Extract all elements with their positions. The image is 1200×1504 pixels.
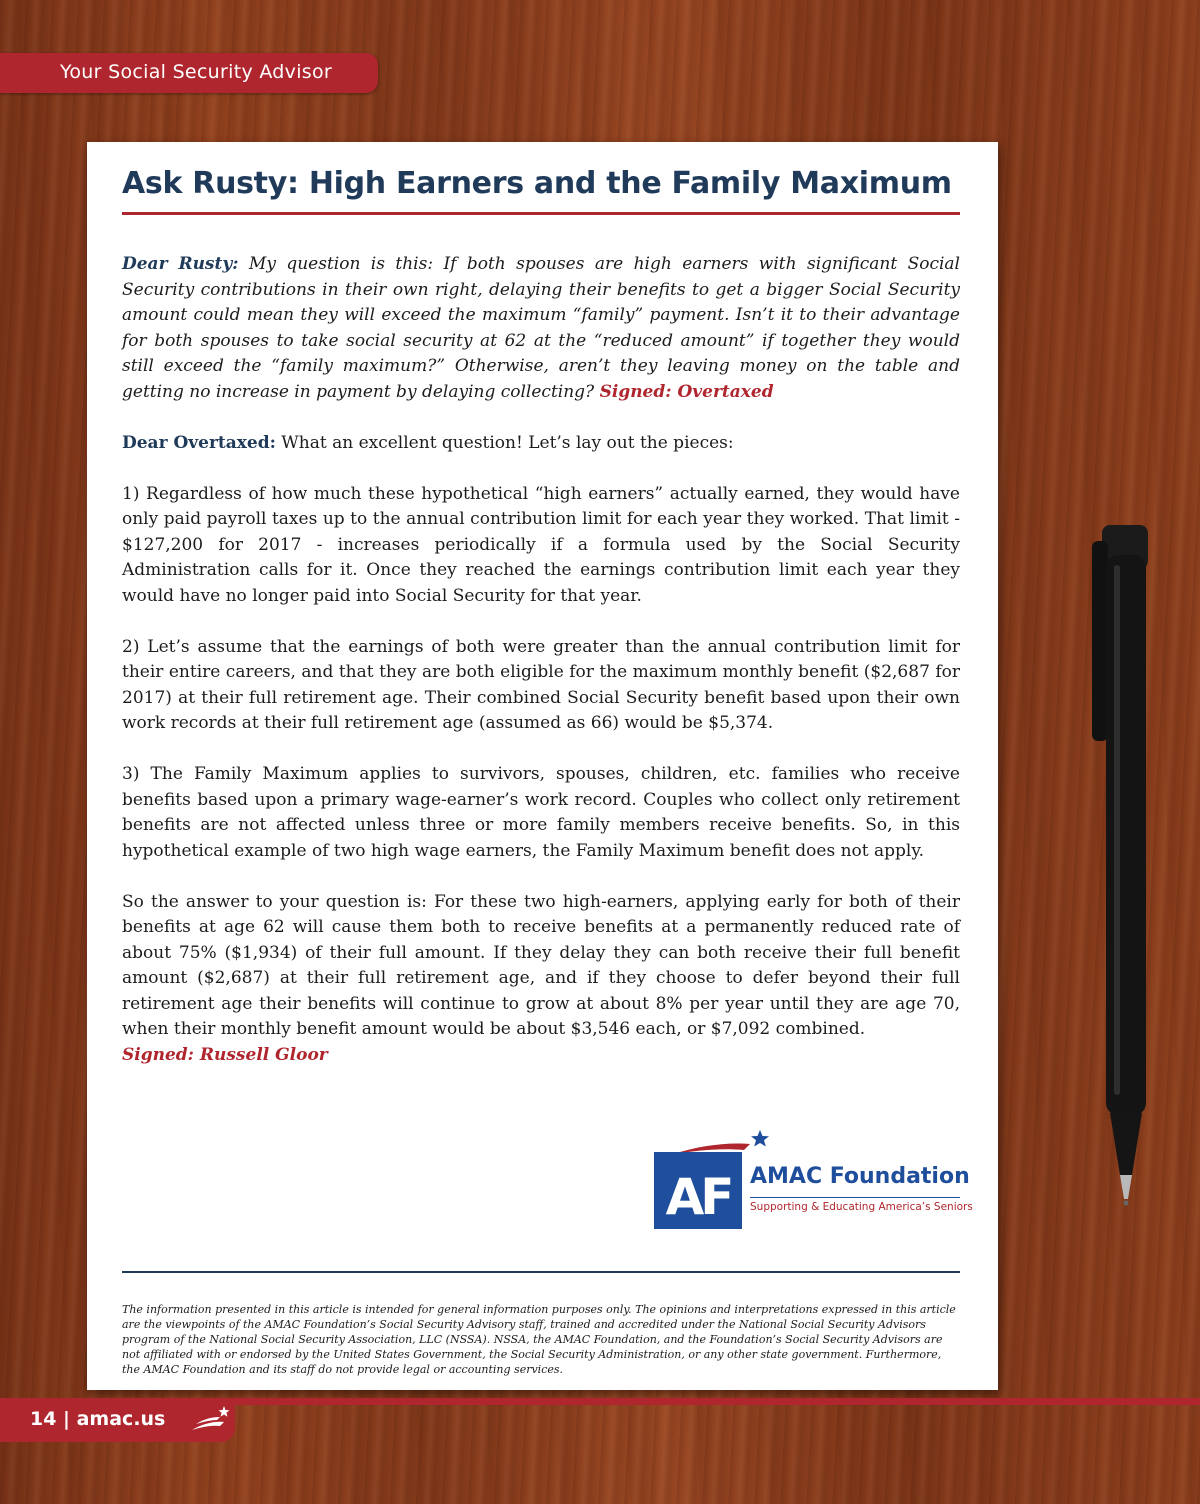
logo-monogram-box <box>654 1152 742 1229</box>
title-divider <box>122 212 960 215</box>
question-lead: Dear Rusty: <box>122 254 239 274</box>
disclaimer-divider <box>122 1271 960 1273</box>
logo-name: AMAC Foundation <box>750 1164 970 1189</box>
answer-lead: Dear Overtaxed: <box>122 432 276 453</box>
question-signature: Signed: Overtaxed <box>599 381 774 402</box>
question-paragraph <box>122 252 960 405</box>
answer-intro-text: What an excellent question! Let’s lay out the pieces: <box>275 432 734 453</box>
page-number-site: 14 | amac.us <box>30 1408 166 1430</box>
conclusion-text: So the answer to your question is: For these two high-earners, applying early for both of their benefits at age 62 will cause them both to receive benefits at a permanently reduced rate of about 75% ($1,934) of their full amount. If they delay they can both receive their full benefit amount ($2,687) at their full retirement age, and if they choose to defer beyond their full retirement age their benefits will continue to grow at about 8% per year until they are age 70, when their monthly benefit amount would be about $3,546 each, or $7,092 combined. <box>122 891 960 1039</box>
pen-icon <box>1080 515 1170 1215</box>
section-banner <box>0 53 378 93</box>
point-3: 3) The Family Maximum applies to survivors, spouses, children, etc. families who receive benefits based upon a primary wage-earner’s work record. Couples who collect only retirement benefits are not affected unless three or more family members receive benefits. So, in this hypothetical example of two high wage earners, the Family Maximum benefit does not apply. <box>122 764 960 861</box>
article-page <box>87 142 998 1390</box>
logo-tagline: Supporting & Educating America’s Seniors <box>750 1201 973 1213</box>
article-body <box>122 252 960 1094</box>
amac-foundation-logo <box>654 1146 973 1226</box>
article-title: Ask Rusty: High Earners and the Family Maximum <box>122 166 952 201</box>
star-swoosh-icon <box>190 1404 230 1434</box>
answer-intro <box>122 431 960 457</box>
logo-divider <box>750 1197 960 1198</box>
logo-monogram: AF <box>665 1168 731 1226</box>
question-text: My question is this: If both spouses are high earners with significant Social Security contributions in their own right, delaying their benefits to get a bigger Social Security amount could mean they will exceed the maximum “family” payment. Isn’t it to their advantage for both spouses to take social security at 62 at the “reduced amount” if together they would still exceed the “family maximum?” Otherwise, aren’t they leaving money on the table and getting no increase in payment by delaying collecting? <box>122 254 960 402</box>
conclusion-paragraph <box>122 890 960 1069</box>
disclaimer-text: The information presented in this article is intended for general information purposes only. The opinions and interpretations expressed in this article are the viewpoints of the AMAC Foundation’s Social Security Advisory staff, trained and accredited under the National Social Security Advisors program of the National Social Security Association, LLC (NSSA). NSSA, the AMAC Foundation, and the Foundation’s Social Security Advisors are not affiliated with or endorsed by the United States Government, the Social Security Administration, or any other state government. Furthermore, the AMAC Foundation and its staff do not provide legal or accounting services. <box>122 1303 956 1376</box>
final-signature: Signed: Russell Gloor <box>122 1044 328 1065</box>
point-2: 2) Let’s assume that the earnings of both were greater than the annual contribution limit for their entire careers, and that they are both eligible for the maximum monthly benefit ($2,687 for 2017) at their full retirement age. Their combined Social Security benefit based upon their own work records at their full retirement age (assumed as 66) would be $5,374. <box>122 636 960 733</box>
section-label: Your Social Security Advisor <box>60 61 333 83</box>
point-1: 1) Regardless of how much these hypothetical “high earners” actually earned, they would have only paid payroll taxes up to the annual contribution limit for each year they worked. That limit - $127,200 for 2017 - increases periodically if a formula used by the Social Security Administration calls for it. Once they reached the earnings contribution limit each year they would have no longer paid into Social Security for that year. <box>122 483 960 606</box>
